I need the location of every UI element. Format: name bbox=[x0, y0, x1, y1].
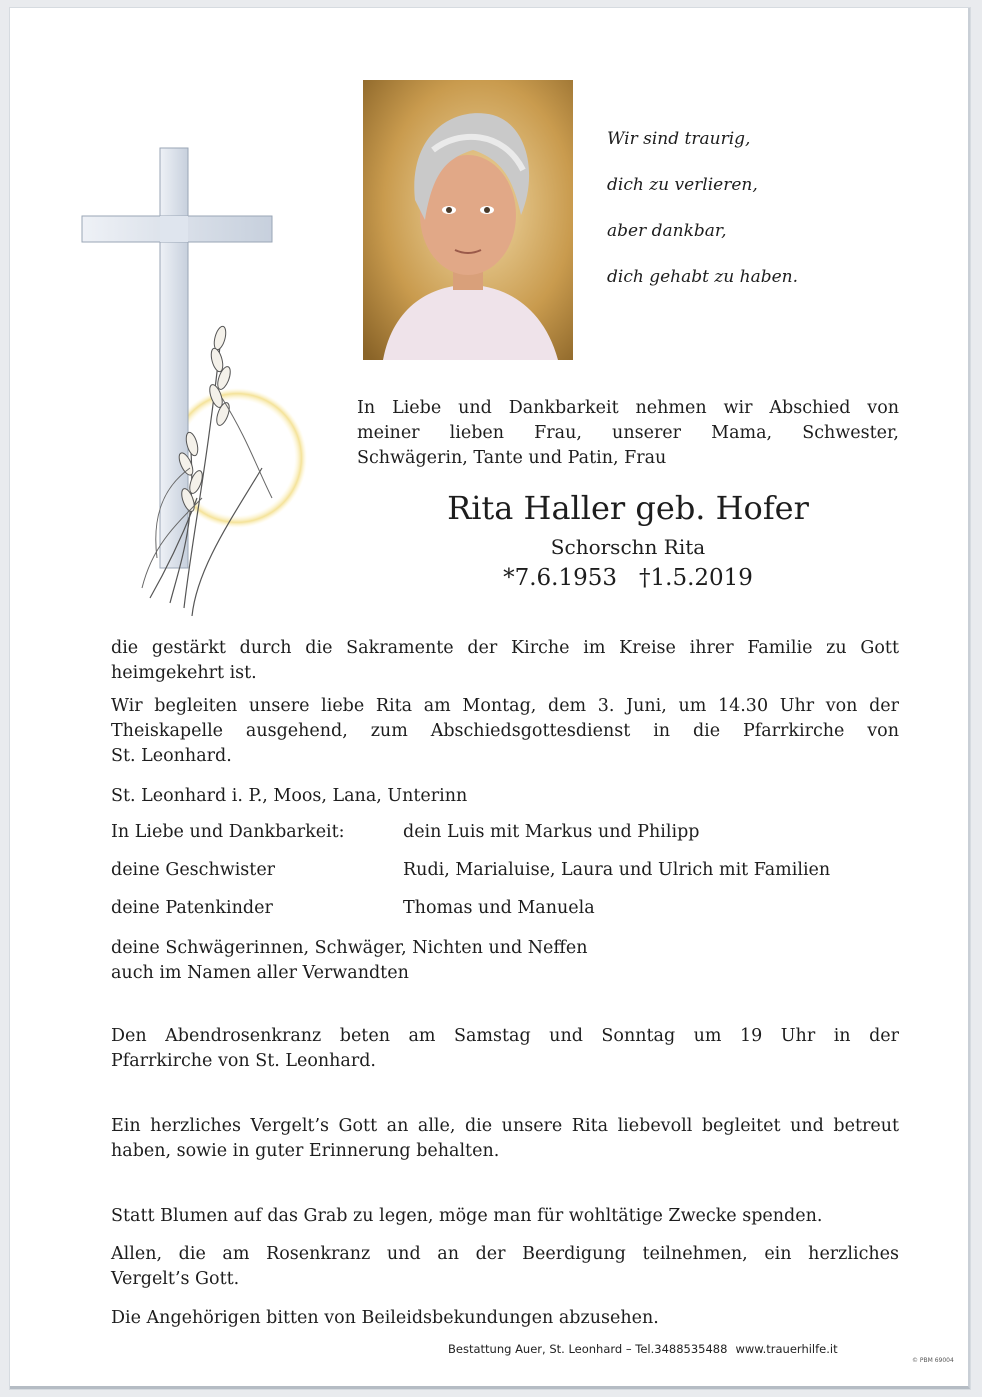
places-line bbox=[111, 784, 899, 809]
mourner-row bbox=[111, 860, 831, 880]
poem-line: dich zu verlieren, bbox=[607, 175, 758, 195]
life-dates bbox=[357, 565, 899, 591]
paragraph-flowers bbox=[111, 1204, 899, 1229]
poem-line: dich gehabt zu haben. bbox=[607, 267, 799, 287]
intro-text bbox=[357, 396, 899, 471]
mourner-names: dein Luis mit Markus und Philipp bbox=[403, 822, 700, 842]
relatives bbox=[111, 936, 899, 986]
obituary-sheet bbox=[10, 8, 970, 1389]
text-line: Allen, die am Rosenkranz und an der Beerdigung teilnehmen, ein herzliches bbox=[111, 1244, 899, 1264]
death-date: †1.5.2019 bbox=[639, 565, 753, 591]
intro-line: In Liebe und Dankbarkeit nehmen wir Abschied von bbox=[357, 398, 899, 418]
mourner-label: deine Patenkinder bbox=[111, 898, 273, 918]
website-link[interactable]: www.trauerhilfe.it bbox=[735, 1342, 838, 1356]
mourner-names: Rudi, Marialuise, Laura und Ulrich mit Familien bbox=[403, 860, 831, 880]
text-line: deine Schwägerinnen, Schwäger, Nichten und Neffen bbox=[111, 938, 588, 958]
text-line: haben, sowie in guter Erinnerung behalten. bbox=[111, 1141, 500, 1161]
portrait-photo bbox=[363, 80, 573, 360]
deceased-name: Rita Haller geb. Hofer bbox=[447, 489, 809, 527]
poem bbox=[607, 116, 798, 300]
paragraph-rosary bbox=[111, 1024, 899, 1074]
text-line: heimgekehrt ist. bbox=[111, 663, 257, 683]
text-line: Den Abendrosenkranz beten am Samstag und Sonntag um 19 Uhr in der bbox=[111, 1026, 899, 1046]
text-line: Die Angehörigen bitten von Beileidsbekundungen abzusehen. bbox=[111, 1308, 659, 1328]
deceased-nickname: Schorschn Rita bbox=[550, 535, 706, 559]
paragraph-sacraments bbox=[111, 636, 899, 686]
text-line: Wir begleiten unsere liebe Rita am Montag, dem 3. Juni, um 14.30 Uhr von der bbox=[111, 696, 899, 716]
poem-line: Wir sind traurig, bbox=[607, 129, 751, 149]
mourner-names: Thomas und Manuela bbox=[403, 898, 595, 918]
cross-with-wheat-illustration bbox=[72, 138, 312, 618]
mourner-row bbox=[111, 898, 595, 918]
undertaker-info: Bestattung Auer, St. Leonhard – Tel.3488535488 bbox=[448, 1342, 728, 1356]
text-line: Statt Blumen auf das Grab zu legen, möge man für wohltätige Zwecke spenden. bbox=[111, 1206, 823, 1226]
birth-date: *7.6.1953 bbox=[503, 565, 617, 591]
paragraph-funeral-thanks bbox=[111, 1242, 899, 1292]
intro-line: meiner lieben Frau, unserer Mama, Schwester, bbox=[357, 423, 899, 443]
text-line: Ein herzliches Vergelt’s Gott an alle, die unsere Rita liebevoll begleitet und betreut bbox=[111, 1116, 899, 1136]
mourner-label: deine Geschwister bbox=[111, 860, 276, 880]
print-code: © PBM 69004 bbox=[912, 1357, 954, 1364]
text-line: auch im Namen aller Verwandten bbox=[111, 963, 409, 983]
text-line: St. Leonhard i. P., Moos, Lana, Unterinn bbox=[111, 786, 468, 806]
footer bbox=[448, 1342, 838, 1356]
poem-line: aber dankbar, bbox=[607, 221, 727, 241]
text-line: Theiskapelle ausgehend, zum Abschiedsgottesdienst in die Pfarrkirche von bbox=[111, 721, 899, 741]
text-line: die gestärkt durch die Sakramente der Kirche im Kreise ihrer Familie zu Gott bbox=[111, 638, 899, 658]
text-line: Vergelt’s Gott. bbox=[111, 1269, 240, 1289]
mourner-label: In Liebe und Dankbarkeit: bbox=[111, 822, 345, 842]
intro-line: Schwägerin, Tante und Patin, Frau bbox=[357, 448, 667, 468]
paragraph-condolences bbox=[111, 1306, 899, 1331]
paragraph-thanks bbox=[111, 1114, 899, 1164]
text-line: St. Leonhard. bbox=[111, 746, 232, 766]
text-line: Pfarrkirche von St. Leonhard. bbox=[111, 1051, 376, 1071]
mourner-row bbox=[111, 822, 700, 842]
paragraph-funeral bbox=[111, 694, 899, 769]
